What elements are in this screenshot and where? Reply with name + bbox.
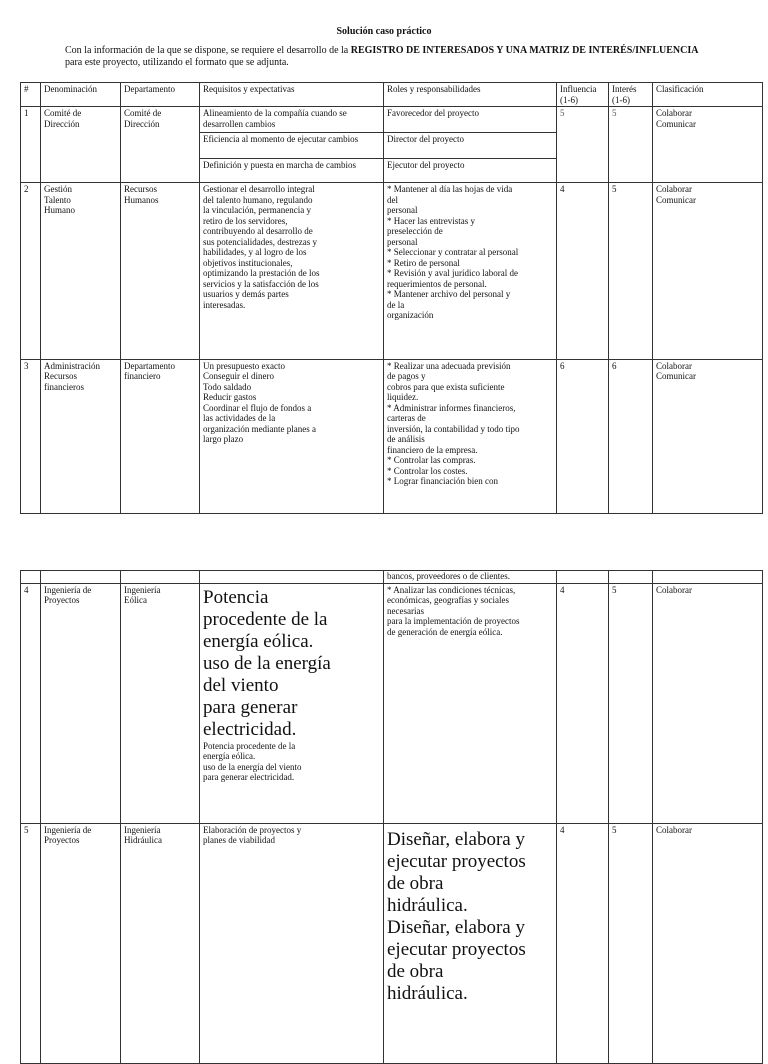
cell-requisitos: Elaboración de proyectos y planes de viabilidad [200, 823, 384, 1063]
cell-interes: 5 [609, 823, 653, 1063]
intro-paragraph [65, 45, 705, 69]
cell-denominacion: Comité de Dirección [41, 107, 121, 183]
stakeholder-register-table-continued [20, 570, 763, 1064]
cell-denominacion: Ingeniería de Proyectos [41, 583, 121, 823]
intro-text-pre: Con la información de la que se dispone, se requiere el desarrollo de la [65, 45, 351, 56]
cell-requisitos: Alineamiento de la compañía cuando se desarrollen cambios [200, 107, 384, 133]
cell-departamento: Comité de Dirección [121, 107, 200, 183]
cell-departamento: Recursos Humanos [121, 183, 200, 359]
cell-denominacion: Administración Recursos financieros [41, 359, 121, 513]
continuation-row [21, 571, 763, 584]
cell-empty [557, 571, 609, 584]
cell-empty [200, 571, 384, 584]
requisitos-small-text: Potencia procedente de la energía eólica. uso de la energía del viento para generar electricidad. [203, 740, 302, 782]
table-row [21, 359, 763, 513]
document-title: Solución caso práctico [336, 26, 432, 37]
cell-denominacion: Gestión Talento Humano [41, 183, 121, 359]
table-row [21, 107, 763, 133]
intro-text-bold: REGISTRO DE INTERESADOS Y UNA MATRIZ DE INTERÉS/INFLUENCIA [350, 45, 699, 56]
cell-interes: 5 [609, 107, 653, 183]
header-num: # [21, 83, 41, 107]
cell-empty [121, 571, 200, 584]
cell-roles: Ejecutor del proyecto [384, 159, 557, 183]
header-requisitos: Requisitos y expectativas [200, 83, 384, 107]
cell-influencia: 4 [557, 823, 609, 1063]
header-clasificacion: Clasificación [653, 83, 763, 107]
cell-denominacion: Ingeniería de Proyectos [41, 823, 121, 1063]
cell-roles: Favorecedor del proyecto [384, 107, 557, 133]
header-roles: Roles y responsabilidades [384, 83, 557, 107]
cell-requisitos: Un presupuesto exacto Conseguir el dinero Todo saldado Reducir gastos Coordinar el flujo de fondos a las actividades de la organización mediante planes a largo plazo [200, 359, 384, 513]
cell-num: 5 [21, 823, 41, 1063]
cell-interes: 5 [609, 583, 653, 823]
cell-departamento: Ingeniería Hidráulica [121, 823, 200, 1063]
stakeholder-register-table [20, 82, 763, 514]
cell-influencia: 5 [557, 107, 609, 183]
cell-departamento: Departamento financiero [121, 359, 200, 513]
cell-clasificacion: Colaborar Comunicar [653, 183, 763, 359]
cell-empty [21, 571, 41, 584]
header-departamento: Departamento [121, 83, 200, 107]
roles-large-text: Diseñar, elabora y ejecutar proyectos de obra hidráulica. Diseñar, elabora y ejecutar proyectos de obra hidráulica. [387, 828, 526, 1004]
intro-text-post: para este proyecto, utilizando el formato que se adjunta. [65, 57, 289, 68]
header-interes: Interés (1-6) [609, 83, 653, 107]
table-header-row [21, 83, 763, 107]
cell-num: 3 [21, 359, 41, 513]
cell-influencia: 4 [557, 583, 609, 823]
cell-roles: * Analizar las condiciones técnicas, económicas, geografías y sociales necesarias para la implementación de proyectos de generación de energía eólica. [384, 583, 557, 823]
cell-roles: * Mantener al día las hojas de vida del personal * Hacer las entrevistas y preselección de personal * Seleccionar y contratar al personal * Retiro de personal * Revisión y aval jurídico laboral de requerimientos de personal. * Mantener archivo del personal y de la organización [384, 183, 557, 359]
cell-empty [609, 571, 653, 584]
cell-roles-continuation: bancos, proveedores o de clientes. [384, 571, 557, 584]
cell-influencia: 4 [557, 183, 609, 359]
header-influencia: Influencia (1-6) [557, 83, 609, 107]
cell-roles: * Realizar una adecuada previsión de pagos y cobros para que exista suficiente liquidez. * Administrar informes financieros, carteras de inversión, la contabilidad y todo tipo de análisis financiero de la empresa. * Controlar las compras. * Controlar los costes. * Lograr financiación bien con [384, 359, 557, 513]
cell-requisitos: Gestionar el desarrollo integral del talento humano, regulando la vinculación, permanencia y retiro de los servidores, contribuyendo al desarrollo de sus potencialidades, destrezas y habilidades, y al logro de los objetivos institucionales, optimizando la prestación de los servicios y la satisfacción de los usuarios y demás partes interesadas. [200, 183, 384, 359]
table-row [21, 183, 763, 359]
cell-clasificacion: Colaborar [653, 583, 763, 823]
cell-requisitos: Eficiencia al momento de ejecutar cambios [200, 133, 384, 159]
cell-empty [41, 571, 121, 584]
table-row [21, 583, 763, 823]
cell-interes: 5 [609, 183, 653, 359]
cell-num: 1 [21, 107, 41, 183]
cell-roles: Director del proyecto [384, 133, 557, 159]
cell-clasificacion: Colaborar Comunicar [653, 107, 763, 183]
cell-departamento: Ingeniería Eólica [121, 583, 200, 823]
cell-empty [653, 571, 763, 584]
cell-num: 2 [21, 183, 41, 359]
cell-interes: 6 [609, 359, 653, 513]
cell-influencia: 6 [557, 359, 609, 513]
cell-roles [384, 823, 557, 1063]
requisitos-large-text: Potencia procedente de la energía eólica. uso de la energía del viento para generar electricidad. [203, 586, 331, 740]
table-row [21, 823, 763, 1063]
cell-clasificacion: Colaborar [653, 823, 763, 1063]
header-denominacion: Denominación [41, 83, 121, 107]
cell-clasificacion: Colaborar Comunicar [653, 359, 763, 513]
cell-num: 4 [21, 583, 41, 823]
cell-requisitos: Definición y puesta en marcha de cambios [200, 159, 384, 183]
cell-requisitos [200, 583, 384, 823]
